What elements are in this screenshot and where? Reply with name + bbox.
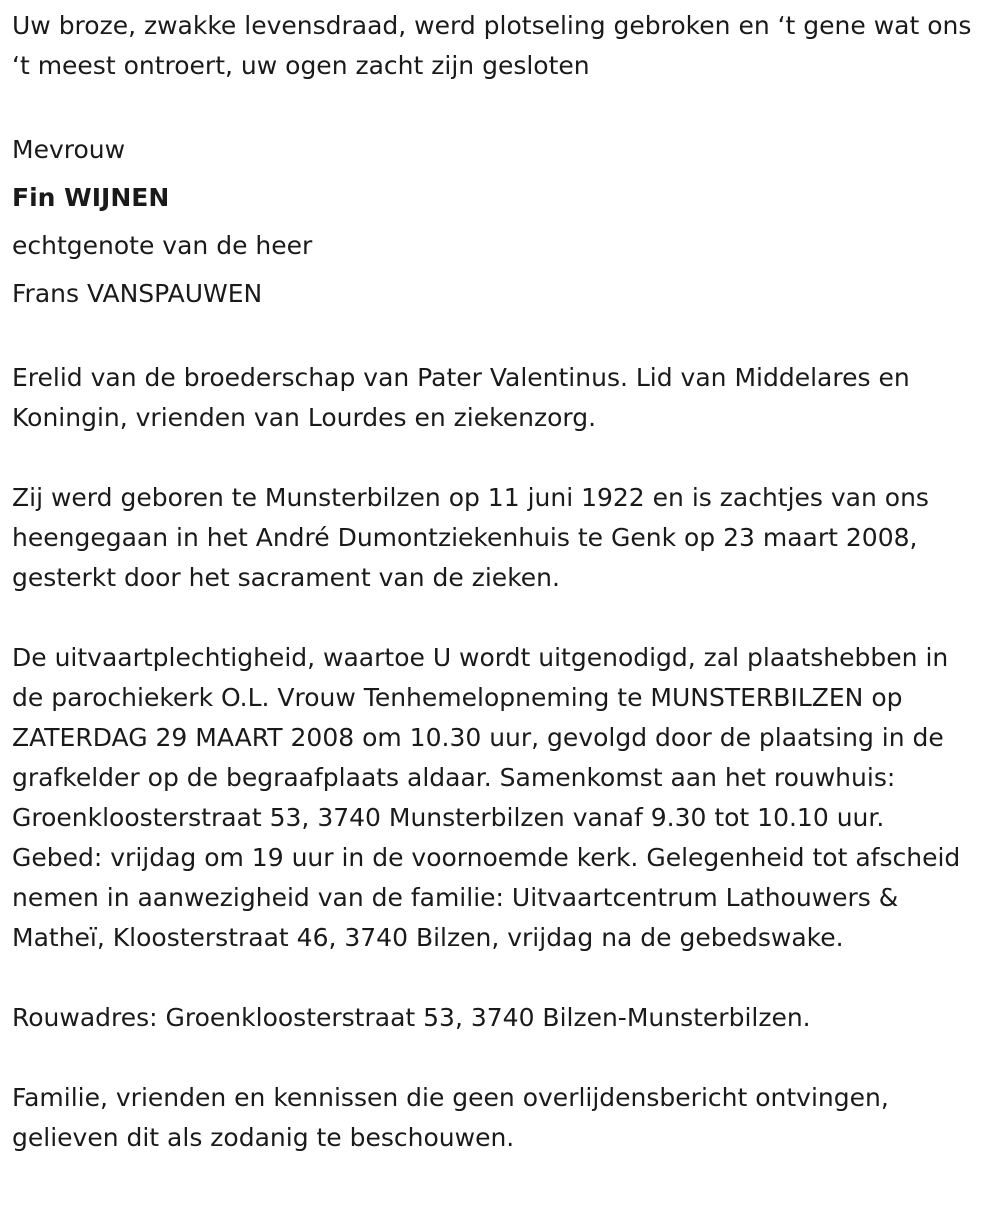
spacer — [12, 86, 982, 126]
spacer — [12, 598, 982, 638]
deceased-name: Fin WIJNEN — [12, 183, 170, 212]
spouse-name: Frans VANSPAUWEN — [12, 279, 263, 308]
closing-paragraph: Familie, vrienden en kennissen die geen overlijdensbericht ontvingen, gelieven dit als zodanig te beschouwen. — [12, 1083, 889, 1152]
mourning-address: Rouwadres: Groenkloosterstraat 53, 3740 Bilzen-Munsterbilzen. — [12, 1003, 811, 1032]
relation-text: echtgenote van de heer — [12, 231, 313, 260]
spacer — [12, 318, 982, 358]
membership-paragraph: Erelid van de broederschap van Pater Valentinus. Lid van Middelares en Koningin, vrienden van Lourdes en ziekenzorg. — [12, 363, 910, 432]
spacer — [12, 958, 982, 998]
life-paragraph: Zij werd geboren te Munsterbilzen op 11 juni 1922 en is zachtjes van ons heengegaan in het André Dumontziekenhuis te Genk op 23 maart 2008, gesterkt door het sacrament van de zieken. — [12, 483, 929, 592]
honorific: Mevrouw — [12, 135, 126, 164]
intro-verse: Uw broze, zwakke levensdraad, werd plotseling gebroken en ‘t gene wat ons ‘t meest ontroert, uw ogen zacht zijn gesloten — [12, 11, 972, 80]
funeral-paragraph: De uitvaartplechtigheid, waartoe U wordt uitgenodigd, zal plaatshebben in de parochiekerk O.L. Vrouw Tenhemelopneming te MUNSTERBILZEN op ZATERDAG 29 MAART 2008 om 10.30 uur, gevolgd door de plaatsing in de grafkelder op de begraafplaats aldaar. Samenkomst aan het rouwhuis: Groenkloosterstraat 53, 3740 Munsterbilzen vanaf 9.30 tot 10.10 uur. Gebed: vrijdag om 19 uur in de voornoemde kerk. Gelegenheid tot afscheid nemen in aanwezigheid van de familie: Uitvaartcentrum Lathouwers & Matheï, Kloosterstraat 46, 3740 Bilzen, vrijdag na de gebedswake. — [12, 643, 961, 952]
spacer — [12, 1038, 982, 1078]
spacer — [12, 438, 982, 478]
